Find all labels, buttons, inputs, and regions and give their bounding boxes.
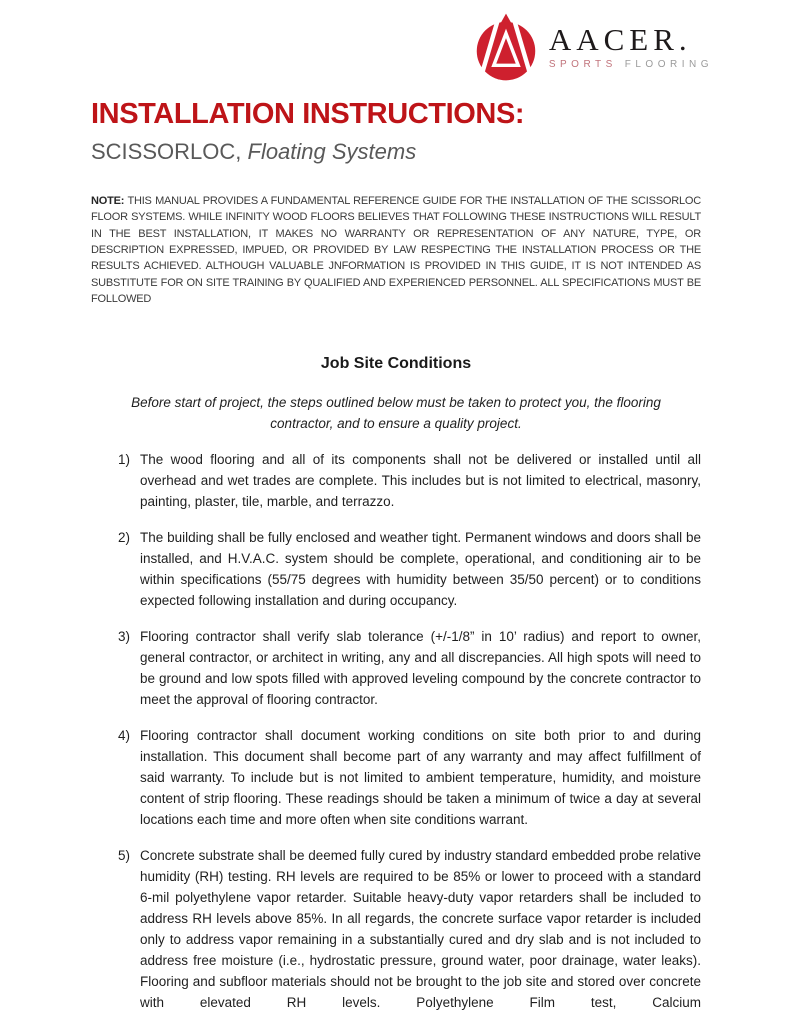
list-item-number: 1) xyxy=(118,451,131,467)
list-item xyxy=(91,845,701,1013)
document-title: INSTALLATION INSTRUCTIONS: xyxy=(91,98,525,130)
note-text: THIS MANUAL PROVIDES A FUNDAMENTAL REFERENCE GUIDE FOR THE INSTALLATION OF THE SCISSORLOC FLOOR SYSTEMS. WHILE INFINITY WOOD FLOORS BELIEVES THAT FOLLOWING THESE INSTRUCTIONS WILL RESULT IN THE BEST INSTALLATION, IT MAKES NO WARRANTY OR REPRESENTATION OF ANY NATURE, TYPE, OR DESCRIPTION EXPRESSED, IMPUED, OR PROVIDED BY LAW RESPECTING THE INSTALLATION PROCESS OR THE RESULTS ACHIEVED. ALTHOUGH VALUABLE JNFORMATION IS PROVIDED IN THIS GUIDE, IT IS NOT INTENDED AS SUBSTITUTE FOR ON SITE TRAINING BY QUALIFIED AND EXPERIENCED PERSONNEL. ALL SPECIFICATIONS MUST BE FOLLOWED xyxy=(91,194,701,306)
logo-text xyxy=(548,21,713,71)
section-intro: Before start of project, the steps outlined below must be taken to protect you, the flooring contractor, and to ensure a quality project. xyxy=(131,394,661,431)
tagline-flooring: FLOORING xyxy=(624,59,713,71)
list-item-text: Concrete substrate shall be deemed fully cured by industry standard embedded probe relative humidity (RH) testing. RH levels are required to be 85% or lower to proceed with a standard 6-mil polyethylene vapor retarder. Suitable heavy-duty vapor retarders shall be included to address RH levels above 85%. In all regards, the concrete surface vapor retarder is included only to address vapor remaining in a substantially cured and dry slab and is not included to address free moisture (i.e., hydrostatic pressure, ground water, poor drainage, water leaks). Flooring and subfloor materials should not be brought to the job site and stored over concrete with elevated RH levels. Polyethylene Film test, Calcium xyxy=(140,847,701,1010)
list-item-text: Flooring contractor shall document working conditions on site both prior to and during installation. This document shall become part of any warranty and may affect fulfillment of said warranty. To include but is not limited to ambient temperature, humidity, and moisture content of strip flooring. These readings should be taken a minimum of twice a day at several locations each time and more often when site conditions warrant. xyxy=(140,727,701,827)
aacer-logo xyxy=(472,13,713,81)
list-item-number: 3) xyxy=(118,628,131,644)
conditions-list xyxy=(91,449,701,1013)
section-heading: Job Site Conditions xyxy=(320,354,472,372)
note-paragraph xyxy=(91,193,701,308)
list-item-text: The wood flooring and all of its components shall not be delivered or installed until all overhead and wet trades are complete. This includes but is not limited to electrical, masonry, painting, plaster, tile, marble, and terrazzo. xyxy=(140,451,701,509)
brand-name: AACER. xyxy=(548,21,692,57)
list-item-number: 5) xyxy=(118,847,131,863)
subtitle-system-type: Floating Systems xyxy=(247,139,417,165)
subtitle-product: SCISSORLOC, xyxy=(91,139,242,165)
list-item-text: The building shall be fully enclosed and weather tight. Permanent windows and doors shall be installed, and H.V.A.C. system should be complete, operational, and conditioning air to be within specifications (55/75 degrees with humidity between 35/50 percent) or to conditions expected following installation and during occupancy. xyxy=(140,529,701,608)
list-item-number: 2) xyxy=(118,529,131,545)
brand-tagline xyxy=(549,59,713,70)
tagline-sports: SPORTS xyxy=(548,59,617,71)
list-item xyxy=(91,527,701,611)
list-item xyxy=(91,626,701,710)
note-label: NOTE: xyxy=(91,194,125,207)
list-item xyxy=(91,725,701,830)
list-item-number: 4) xyxy=(118,727,131,743)
document-subtitle xyxy=(91,139,701,165)
list-item-text: Flooring contractor shall verify slab tolerance (+/-1/8” in 10’ radius) and report to owner, general contractor, or architect in writing, any and all discrepancies. All high spots will need to be ground and low spots filled with approved leveling compound by the concrete contractor to meet the approval of flooring contractor. xyxy=(140,628,701,707)
aacer-a-circle-icon xyxy=(472,13,540,81)
list-item xyxy=(91,449,701,512)
